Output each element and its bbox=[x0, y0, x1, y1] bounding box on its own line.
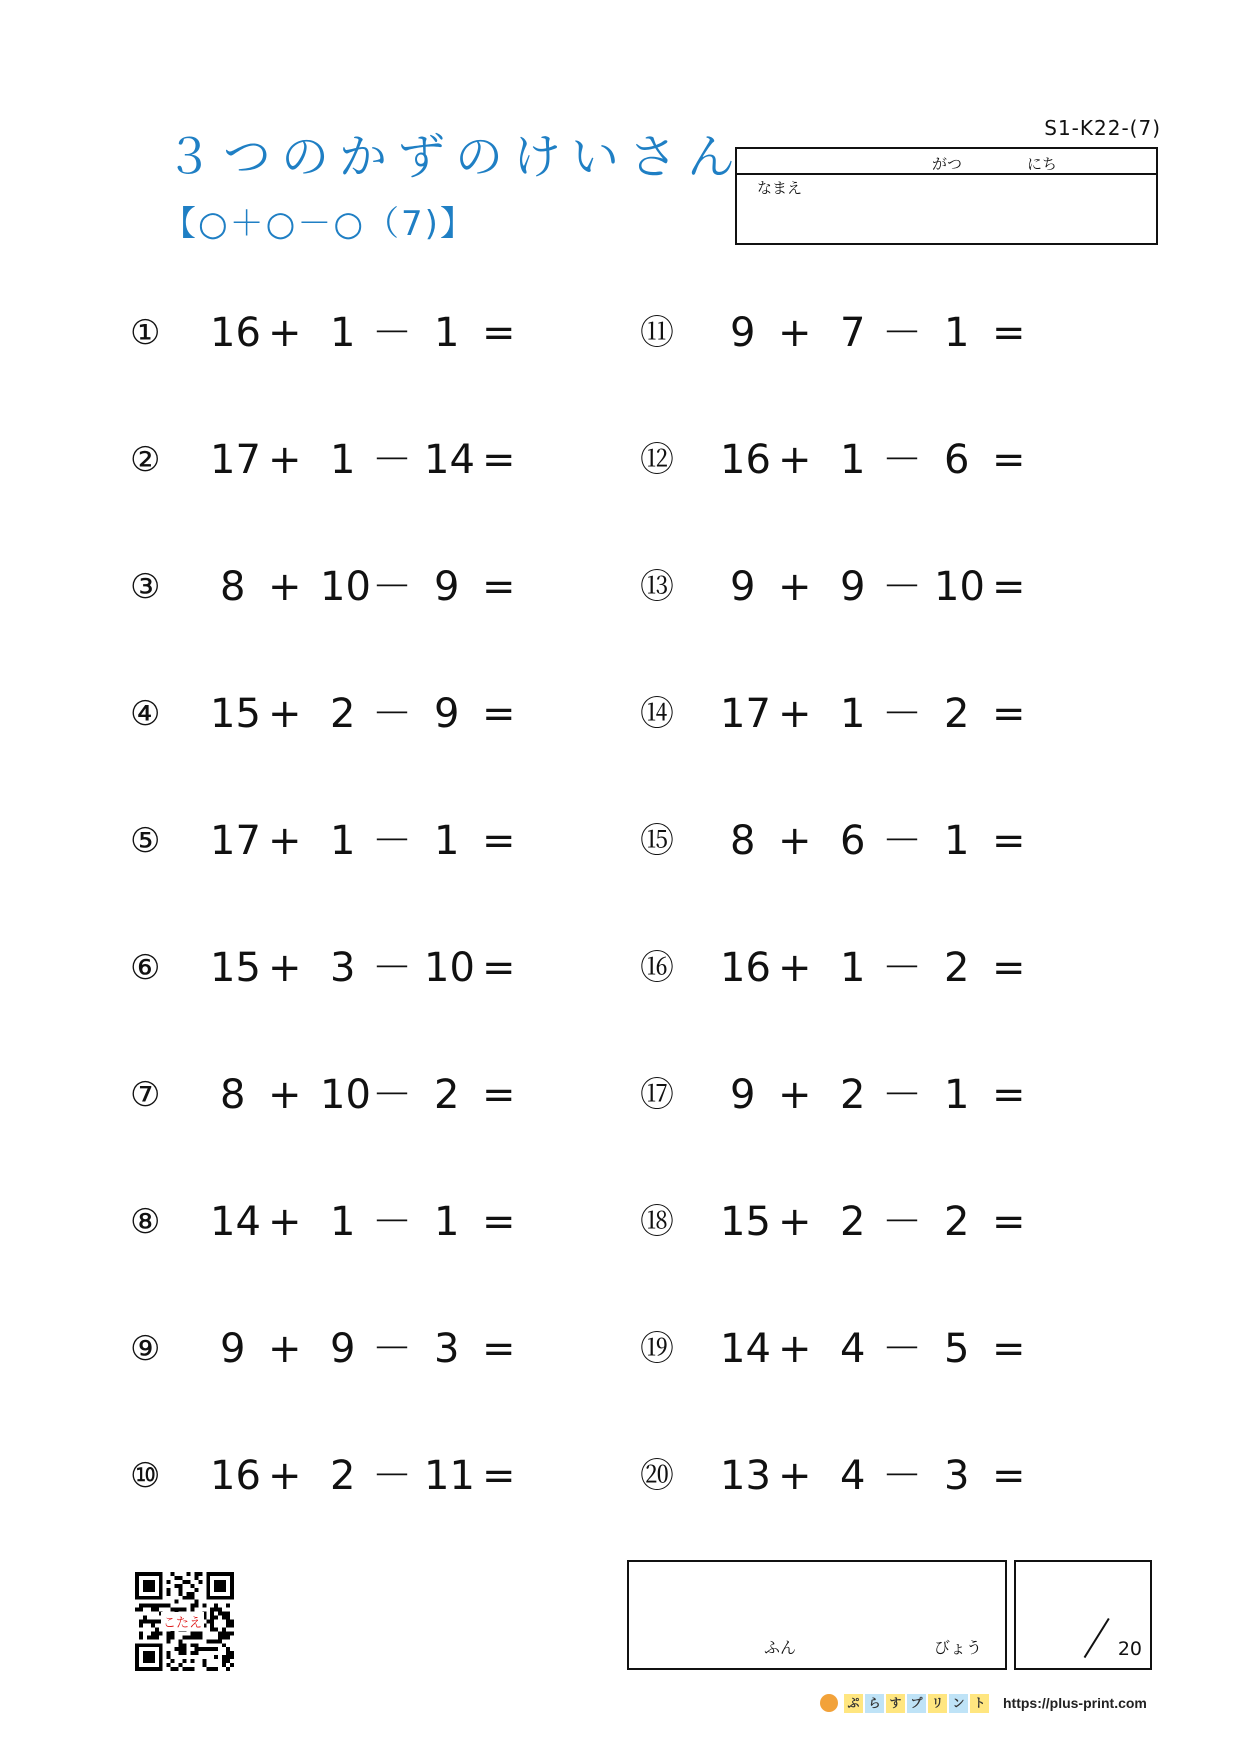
problem-c: 3 bbox=[944, 1453, 970, 1499]
problem-b: 10 bbox=[320, 564, 371, 610]
name-date-box[interactable] bbox=[735, 147, 1158, 245]
time-box[interactable] bbox=[627, 1560, 1007, 1670]
page-subtitle: 【○＋○－○（7)】 bbox=[162, 204, 476, 244]
problem-a: 13 bbox=[720, 1453, 771, 1499]
problem-op1: + bbox=[268, 945, 302, 991]
problem-a: 17 bbox=[720, 691, 771, 737]
problem-c: 2 bbox=[944, 1199, 970, 1245]
problem-c: 10 bbox=[424, 945, 475, 991]
problem-op1: + bbox=[778, 1199, 812, 1245]
score-slash bbox=[1084, 1618, 1110, 1658]
problem-b: 2 bbox=[330, 691, 356, 737]
problem-op2: － bbox=[882, 310, 922, 356]
problem-eq: = bbox=[482, 1199, 516, 1245]
brand-char: プ bbox=[907, 1694, 926, 1713]
problem-op1: + bbox=[268, 1072, 302, 1118]
problem-op1: + bbox=[268, 1326, 302, 1372]
problem-number: ⑤ bbox=[130, 821, 161, 861]
problem-eq: = bbox=[482, 1072, 516, 1118]
problem-op2: － bbox=[372, 691, 412, 737]
problem-number: ① bbox=[130, 313, 161, 353]
problem-c: 3 bbox=[434, 1326, 460, 1372]
problem-b: 7 bbox=[840, 310, 866, 356]
problem-number: ⑨ bbox=[130, 1329, 161, 1369]
problem-op1: + bbox=[268, 310, 302, 356]
problem-a: 8 bbox=[220, 564, 246, 610]
problem-op2: － bbox=[372, 564, 412, 610]
problem-b: 4 bbox=[840, 1326, 866, 1372]
problem-number: ⑧ bbox=[130, 1202, 161, 1242]
brand-char: ら bbox=[865, 1694, 884, 1713]
problem-number: ⑯ bbox=[640, 948, 674, 988]
problem-eq: = bbox=[992, 945, 1026, 991]
problem-op2: － bbox=[372, 310, 412, 356]
problem-c: 1 bbox=[434, 1199, 460, 1245]
problem-c: 2 bbox=[434, 1072, 460, 1118]
problem-op1: + bbox=[268, 437, 302, 483]
problem-op2: － bbox=[372, 1072, 412, 1118]
problem-a: 17 bbox=[210, 818, 261, 864]
problem-eq: = bbox=[992, 564, 1026, 610]
problem-b: 9 bbox=[330, 1326, 356, 1372]
problem-b: 3 bbox=[330, 945, 356, 991]
name-label: なまえ bbox=[757, 179, 803, 197]
problem-b: 2 bbox=[330, 1453, 356, 1499]
problem-eq: = bbox=[992, 1072, 1026, 1118]
problem-eq: = bbox=[992, 310, 1026, 356]
problem-b: 6 bbox=[840, 818, 866, 864]
problem-b: 4 bbox=[840, 1453, 866, 1499]
score-total: 20 bbox=[1117, 1638, 1142, 1660]
problem-op1: + bbox=[268, 691, 302, 737]
problem-op2: － bbox=[882, 437, 922, 483]
problem-c: 2 bbox=[944, 945, 970, 991]
problem-a: 8 bbox=[220, 1072, 246, 1118]
problem-eq: = bbox=[482, 945, 516, 991]
answer-qr-label: こたえ bbox=[161, 1612, 204, 1631]
problem-eq: = bbox=[482, 1453, 516, 1499]
problem-eq: = bbox=[482, 1326, 516, 1372]
problem-op1: + bbox=[268, 1453, 302, 1499]
problem-eq: = bbox=[482, 564, 516, 610]
problem-op2: － bbox=[372, 1199, 412, 1245]
problem-eq: = bbox=[992, 437, 1026, 483]
problem-eq: = bbox=[992, 1199, 1026, 1245]
problem-c: 1 bbox=[434, 818, 460, 864]
problem-number: ⑳ bbox=[640, 1456, 674, 1496]
problem-b: 1 bbox=[840, 437, 866, 483]
problem-b: 1 bbox=[330, 310, 356, 356]
problem-c: 6 bbox=[944, 437, 970, 483]
problem-b: 10 bbox=[320, 1072, 371, 1118]
problem-a: 16 bbox=[210, 1453, 261, 1499]
problem-a: 15 bbox=[210, 945, 261, 991]
problem-c: 5 bbox=[944, 1326, 970, 1372]
score-box[interactable] bbox=[1014, 1560, 1152, 1670]
problem-op2: － bbox=[882, 818, 922, 864]
problem-op2: － bbox=[882, 691, 922, 737]
problem-op2: － bbox=[882, 1453, 922, 1499]
problem-c: 2 bbox=[944, 691, 970, 737]
problem-op1: + bbox=[268, 564, 302, 610]
footer bbox=[820, 1691, 1147, 1715]
problem-number: ⑥ bbox=[130, 948, 161, 988]
problem-eq: = bbox=[992, 1326, 1026, 1372]
problem-a: 16 bbox=[210, 310, 261, 356]
minutes-label: ふん bbox=[764, 1638, 797, 1657]
problem-b: 1 bbox=[840, 691, 866, 737]
problem-b: 2 bbox=[840, 1072, 866, 1118]
problem-number: ⑮ bbox=[640, 821, 674, 861]
problem-op2: － bbox=[372, 1453, 412, 1499]
problem-op1: + bbox=[778, 945, 812, 991]
brand-char: す bbox=[886, 1694, 905, 1713]
problem-op1: + bbox=[778, 818, 812, 864]
problem-eq: = bbox=[992, 1453, 1026, 1499]
problem-eq: = bbox=[482, 691, 516, 737]
brand-char: リ bbox=[928, 1694, 947, 1713]
problem-number: ⑰ bbox=[640, 1075, 674, 1115]
site-url[interactable]: https://plus-print.com bbox=[1003, 1695, 1147, 1711]
problem-c: 1 bbox=[944, 310, 970, 356]
problem-a: 17 bbox=[210, 437, 261, 483]
problem-op1: + bbox=[778, 310, 812, 356]
problem-a: 9 bbox=[730, 310, 756, 356]
problem-eq: = bbox=[992, 691, 1026, 737]
brand-char: ぷ bbox=[844, 1694, 863, 1713]
problem-c: 1 bbox=[434, 310, 460, 356]
problem-number: ⑦ bbox=[130, 1075, 161, 1115]
problem-a: 14 bbox=[720, 1326, 771, 1372]
problem-c: 9 bbox=[434, 691, 460, 737]
worksheet-code: S1-K22-(7) bbox=[1044, 116, 1161, 140]
problem-number: ⑫ bbox=[640, 440, 674, 480]
problem-a: 9 bbox=[220, 1326, 246, 1372]
problem-a: 9 bbox=[730, 1072, 756, 1118]
problem-op2: － bbox=[882, 1072, 922, 1118]
problem-number: ② bbox=[130, 440, 161, 480]
problem-b: 9 bbox=[840, 564, 866, 610]
problem-a: 8 bbox=[730, 818, 756, 864]
problem-b: 2 bbox=[840, 1199, 866, 1245]
problem-op2: － bbox=[882, 945, 922, 991]
problem-c: 10 bbox=[934, 564, 985, 610]
problem-op1: + bbox=[268, 818, 302, 864]
problem-number: ④ bbox=[130, 694, 161, 734]
date-row bbox=[737, 149, 1156, 175]
problem-c: 9 bbox=[434, 564, 460, 610]
page-title: ３つのかずのけいさん bbox=[165, 129, 746, 185]
problem-op1: + bbox=[778, 1072, 812, 1118]
problem-number: ⑬ bbox=[640, 567, 674, 607]
brand-logo bbox=[844, 1694, 991, 1713]
problem-eq: = bbox=[992, 818, 1026, 864]
problem-b: 1 bbox=[330, 437, 356, 483]
problem-number: ⑪ bbox=[640, 313, 674, 353]
problem-a: 15 bbox=[210, 691, 261, 737]
problem-c: 14 bbox=[424, 437, 475, 483]
problem-number: ⑲ bbox=[640, 1329, 674, 1369]
problem-a: 15 bbox=[720, 1199, 771, 1245]
brand-char: ン bbox=[949, 1694, 968, 1713]
problem-number: ⑩ bbox=[130, 1456, 161, 1496]
seconds-label: びょう bbox=[934, 1638, 983, 1657]
problem-a: 14 bbox=[210, 1199, 261, 1245]
problem-op2: － bbox=[882, 1326, 922, 1372]
problem-op2: － bbox=[372, 818, 412, 864]
problem-eq: = bbox=[482, 437, 516, 483]
brand-logo-icon bbox=[820, 1694, 838, 1712]
problem-number: ⑱ bbox=[640, 1202, 674, 1242]
problem-c: 1 bbox=[944, 818, 970, 864]
problem-op2: － bbox=[882, 1199, 922, 1245]
problem-number: ③ bbox=[130, 567, 161, 607]
month-label: がつ bbox=[932, 155, 963, 173]
problem-op1: + bbox=[778, 1453, 812, 1499]
problem-b: 1 bbox=[330, 818, 356, 864]
problem-b: 1 bbox=[840, 945, 866, 991]
problem-op1: + bbox=[268, 1199, 302, 1245]
problem-b: 1 bbox=[330, 1199, 356, 1245]
brand-char: ト bbox=[970, 1694, 989, 1713]
problem-op1: + bbox=[778, 691, 812, 737]
problem-op1: + bbox=[778, 437, 812, 483]
problem-op2: － bbox=[372, 437, 412, 483]
problem-op2: － bbox=[372, 945, 412, 991]
problem-c: 11 bbox=[424, 1453, 475, 1499]
problem-op1: + bbox=[778, 1326, 812, 1372]
problem-a: 16 bbox=[720, 437, 771, 483]
problem-op1: + bbox=[778, 564, 812, 610]
problem-c: 1 bbox=[944, 1072, 970, 1118]
problem-eq: = bbox=[482, 818, 516, 864]
problem-op2: － bbox=[372, 1326, 412, 1372]
problem-number: ⑭ bbox=[640, 694, 674, 734]
problem-a: 16 bbox=[720, 945, 771, 991]
problem-a: 9 bbox=[730, 564, 756, 610]
problem-eq: = bbox=[482, 310, 516, 356]
problem-op2: － bbox=[882, 564, 922, 610]
day-label: にち bbox=[1027, 155, 1058, 173]
